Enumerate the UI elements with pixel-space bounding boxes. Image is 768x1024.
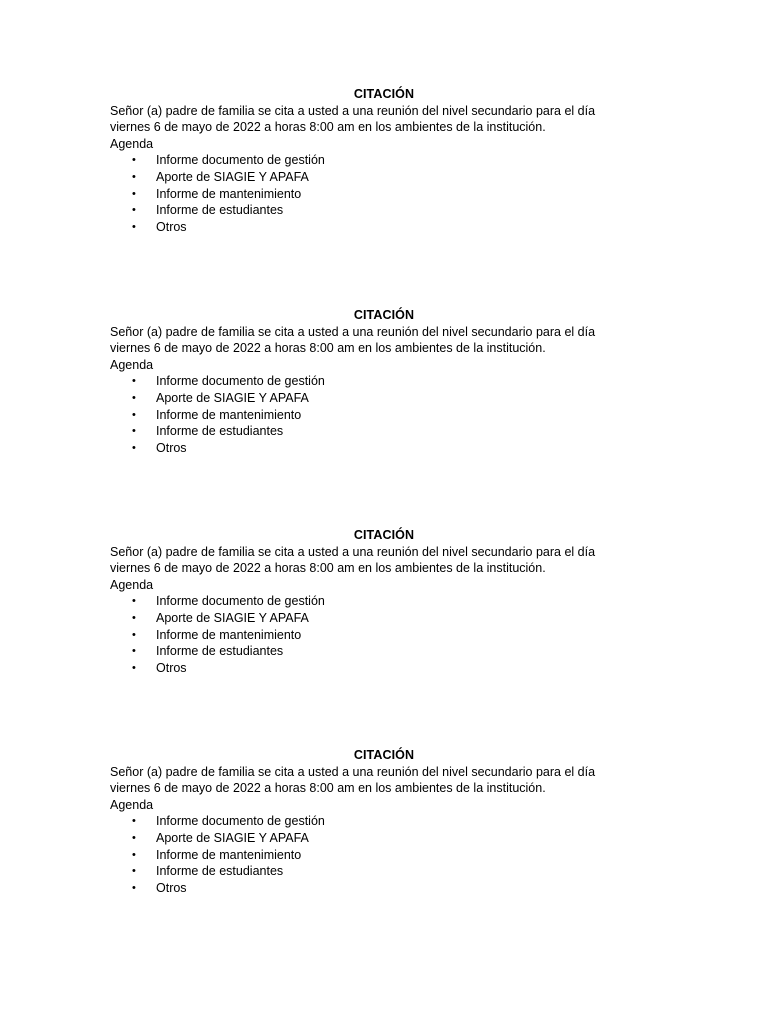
citation-title: CITACIÓN	[353, 528, 415, 542]
citation-title: CITACIÓN	[353, 87, 415, 101]
agenda-item-text: Informe de estudiantes	[156, 864, 284, 879]
citation-body-line-1: Señor (a) padre de familia se cita a usted a una reunión del nivel secundario para el día	[110, 764, 596, 779]
bullet-icon: •	[132, 204, 136, 217]
agenda-item-text: Informe documento de gestión	[156, 814, 325, 829]
citation-block	[110, 307, 660, 456]
agenda-item	[110, 593, 660, 610]
bullet-icon: •	[132, 154, 136, 167]
bullet-icon: •	[132, 865, 136, 878]
bullet-icon: •	[132, 645, 136, 658]
bullet-icon: •	[132, 220, 136, 233]
agenda-item	[110, 813, 660, 830]
citation-body-line-1: Señor (a) padre de familia se cita a usted a una reunión del nivel secundario para el día	[110, 103, 596, 118]
bullet-icon: •	[132, 628, 136, 641]
citation-block	[110, 747, 660, 896]
agenda-label: Agenda	[110, 136, 154, 151]
agenda-item-text: Informe de estudiantes	[156, 644, 284, 659]
agenda-item	[110, 169, 660, 186]
agenda-item-text: Informe documento de gestión	[156, 374, 325, 389]
agenda-list	[110, 813, 660, 896]
bullet-icon: •	[132, 611, 136, 624]
agenda-item	[110, 373, 660, 390]
agenda-item-text: Informe de mantenimiento	[156, 627, 302, 642]
bullet-icon: •	[132, 441, 136, 454]
agenda-item	[110, 440, 660, 457]
bullet-icon: •	[132, 170, 136, 183]
agenda-item	[110, 219, 660, 236]
agenda-item	[110, 880, 660, 897]
agenda-list	[110, 152, 660, 235]
agenda-label: Agenda	[110, 577, 154, 592]
agenda-item-text: Informe de mantenimiento	[156, 186, 302, 201]
agenda-item	[110, 627, 660, 644]
agenda-item	[110, 643, 660, 660]
agenda-item	[110, 660, 660, 677]
bullet-icon: •	[132, 408, 136, 421]
citation-body-line-2: viernes 6 de mayo de 2022 a horas 8:00 am en los ambientes de la institución.	[110, 561, 546, 576]
agenda-item-text: Otros	[156, 219, 187, 234]
agenda-item-text: Informe de mantenimiento	[156, 847, 302, 862]
citation-body-line-1: Señor (a) padre de familia se cita a usted a una reunión del nivel secundario para el día	[110, 324, 596, 339]
agenda-label: Agenda	[110, 797, 154, 812]
agenda-item-text: Informe documento de gestión	[156, 594, 325, 609]
agenda-item-text: Aporte de SIAGIE Y APAFA	[156, 169, 309, 184]
bullet-icon: •	[132, 425, 136, 438]
citation-body-line-2: viernes 6 de mayo de 2022 a horas 8:00 am en los ambientes de la institución.	[110, 120, 546, 135]
agenda-list	[110, 373, 660, 456]
agenda-label: Agenda	[110, 357, 154, 372]
agenda-item-text: Informe de mantenimiento	[156, 407, 302, 422]
bullet-icon: •	[132, 881, 136, 894]
bullet-icon: •	[132, 391, 136, 404]
bullet-icon: •	[132, 661, 136, 674]
citation-body-line-2: viernes 6 de mayo de 2022 a horas 8:00 am en los ambientes de la institución.	[110, 341, 546, 356]
bullet-icon: •	[132, 848, 136, 861]
bullet-icon: •	[132, 375, 136, 388]
agenda-item	[110, 610, 660, 627]
citation-body-line-2: viernes 6 de mayo de 2022 a horas 8:00 am en los ambientes de la institución.	[110, 781, 546, 796]
agenda-item	[110, 407, 660, 424]
citation-body-line-1: Señor (a) padre de familia se cita a usted a una reunión del nivel secundario para el día	[110, 544, 596, 559]
agenda-item-text: Aporte de SIAGIE Y APAFA	[156, 390, 309, 405]
agenda-item-text: Otros	[156, 880, 187, 895]
agenda-item-text: Informe de estudiantes	[156, 424, 284, 439]
citation-block	[110, 86, 660, 235]
agenda-item	[110, 202, 660, 219]
agenda-item-text: Informe de estudiantes	[156, 203, 284, 218]
agenda-item	[110, 847, 660, 864]
agenda-item	[110, 423, 660, 440]
bullet-icon: •	[132, 815, 136, 828]
agenda-item	[110, 830, 660, 847]
agenda-item	[110, 152, 660, 169]
citation-block	[110, 527, 660, 676]
citation-title: CITACIÓN	[353, 748, 415, 762]
agenda-item-text: Aporte de SIAGIE Y APAFA	[156, 830, 309, 845]
bullet-icon: •	[132, 831, 136, 844]
agenda-item-text: Informe documento de gestión	[156, 153, 325, 168]
bullet-icon: •	[132, 595, 136, 608]
agenda-item	[110, 390, 660, 407]
agenda-item-text: Aporte de SIAGIE Y APAFA	[156, 610, 309, 625]
citation-title: CITACIÓN	[353, 308, 415, 322]
agenda-item	[110, 186, 660, 203]
agenda-list	[110, 593, 660, 676]
agenda-item-text: Otros	[156, 440, 187, 455]
bullet-icon: •	[132, 187, 136, 200]
agenda-item-text: Otros	[156, 660, 187, 675]
agenda-item	[110, 863, 660, 880]
